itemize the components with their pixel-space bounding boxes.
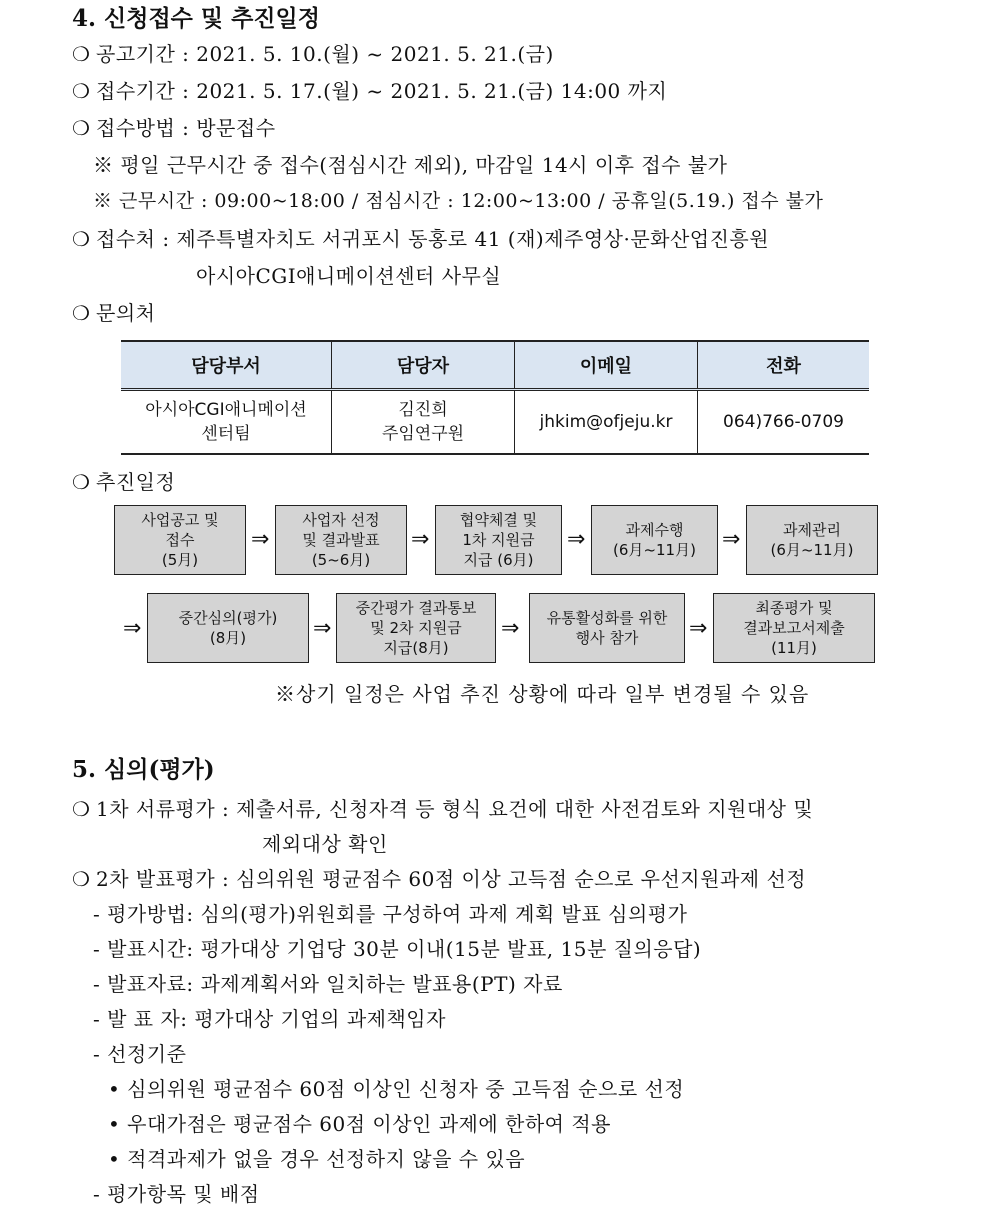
contact-table (121, 340, 869, 455)
contact-label: 문의처 (96, 301, 156, 325)
schedule-note: ※상기 일정은 사업 추진 상황에 따라 일부 변경될 수 있음 (275, 682, 810, 706)
receipt-period-line (72, 75, 667, 104)
receipt-place-cont: 아시아CGI애니메이션센터 사무실 (196, 264, 502, 288)
flow-step-selection: 사업자 선정 및 결과발표 (5~6月) (275, 505, 407, 575)
phone-cell: 064)766-0709 (698, 390, 870, 455)
circle-bullet-icon: ❍ (72, 301, 91, 325)
eval-method: - 평가방법: 심의(평가)위원회를 구성하여 과제 계획 발표 심의평가 (93, 902, 688, 926)
note-weekday: ※ 평일 근무시간 중 접수(점심시간 제외), 마감일 14시 이후 접수 불가 (93, 153, 728, 177)
section-5-title: 5. 심의(평가) (72, 756, 215, 783)
circle-bullet-icon: ❍ (72, 797, 91, 821)
announce-period-text: 공고기간 : 2021. 5. 10.(월) ~ 2021. 5. 21.(금) (96, 42, 554, 66)
receipt-place-line (72, 223, 769, 252)
receipt-method-text: 접수방법 : 방문접수 (96, 116, 276, 140)
email-cell: jhkim@ofjeju.kr (515, 390, 698, 455)
flow-step-execution: 과제수행 (6月~11月) (591, 505, 718, 575)
eval-time: - 발표시간: 평가대상 기업당 30분 이내(15분 발표, 15분 질의응답) (93, 937, 702, 961)
arrow-right-icon: ⇒ (123, 616, 142, 641)
receipt-period-text: 접수기간 : 2021. 5. 17.(월) ~ 2021. 5. 21.(금) 14:00 까지 (96, 79, 668, 103)
circle-bullet-icon: ❍ (72, 79, 91, 103)
eval-presenter: - 발 표 자: 평가대상 기업의 과제책임자 (93, 1007, 446, 1031)
flow-step-interim-review: 중간심의(평가) (8月) (147, 593, 309, 663)
table-row (121, 390, 869, 455)
schedule-label: 추진일정 (96, 470, 176, 494)
eval1-cont: 제외대상 확인 (262, 832, 388, 856)
criteria-1: • 심의위원 평균점수 60점 이상인 신청자 중 고득점 순으로 선정 (108, 1077, 685, 1101)
eval2-line (72, 863, 806, 892)
contact-table-header-row (121, 341, 869, 390)
arrow-right-icon: ⇒ (411, 527, 430, 552)
receipt-method-line (72, 112, 276, 141)
flow-step-final: 최종평가 및 결과보고서제출 (11月) (713, 593, 875, 663)
circle-bullet-icon: ❍ (72, 227, 91, 251)
circle-bullet-icon: ❍ (72, 470, 91, 494)
criteria-3: • 적격과제가 없을 경우 선정하지 않을 수 있음 (108, 1147, 526, 1171)
schedule-line (72, 466, 175, 495)
eval-material: - 발표자료: 과제계획서와 일치하는 발표용(PT) 자료 (93, 972, 563, 996)
arrow-right-icon: ⇒ (501, 616, 520, 641)
flow-step-interim-result: 중간평가 결과통보 및 2차 지원금 지급(8月) (336, 593, 496, 663)
arrow-right-icon: ⇒ (722, 527, 741, 552)
criteria-2: • 우대가점은 평균점수 60점 이상인 과제에 한하여 적용 (108, 1112, 611, 1136)
arrow-right-icon: ⇒ (567, 527, 586, 552)
dept-cell: 아시아CGI애니메이션 센터팀 (121, 390, 332, 455)
arrow-right-icon: ⇒ (251, 527, 270, 552)
eval-items: - 평가항목 및 배점 (93, 1182, 260, 1206)
header-dept: 담당부서 (121, 341, 332, 390)
note-hours: ※ 근무시간 : 09:00~18:00 / 점심시간 : 12:00~13:00 / 공휴일(5.19.) 접수 불가 (93, 190, 824, 212)
flow-step-event: 유통활성화를 위한 행사 참가 (529, 593, 685, 663)
person-cell: 김진희 주임연구원 (332, 390, 515, 455)
flow-step-announce: 사업공고 및 접수 (5月) (114, 505, 246, 575)
criteria-title: - 선정기준 (93, 1042, 187, 1066)
contact-line (72, 297, 155, 326)
header-email: 이메일 (515, 341, 698, 390)
circle-bullet-icon: ❍ (72, 42, 91, 66)
header-person: 담당자 (332, 341, 515, 390)
arrow-right-icon: ⇒ (689, 616, 708, 641)
section-4-title: 4. 신청접수 및 추진일정 (72, 5, 320, 32)
receipt-place-text: 접수처 : 제주특별자치도 서귀포시 동홍로 41 (재)제주영상·문화산업진흥원 (96, 227, 770, 251)
eval1-line (72, 793, 813, 822)
flow-step-agreement: 협약체결 및 1차 지원금 지급 (6月) (435, 505, 562, 575)
flow-step-management: 과제관리 (6月~11月) (746, 505, 878, 575)
eval1-text: 1차 서류평가 : 제출서류, 신청자격 등 형식 요건에 대한 사전검토와 지원대상 및 (96, 797, 814, 821)
header-phone: 전화 (698, 341, 870, 390)
circle-bullet-icon: ❍ (72, 867, 91, 891)
announce-period-line (72, 38, 554, 67)
eval2-text: 2차 발표평가 : 심의위원 평균점수 60점 이상 고득점 순으로 우선지원과제 선정 (96, 867, 807, 891)
circle-bullet-icon: ❍ (72, 116, 91, 140)
arrow-right-icon: ⇒ (313, 616, 332, 641)
